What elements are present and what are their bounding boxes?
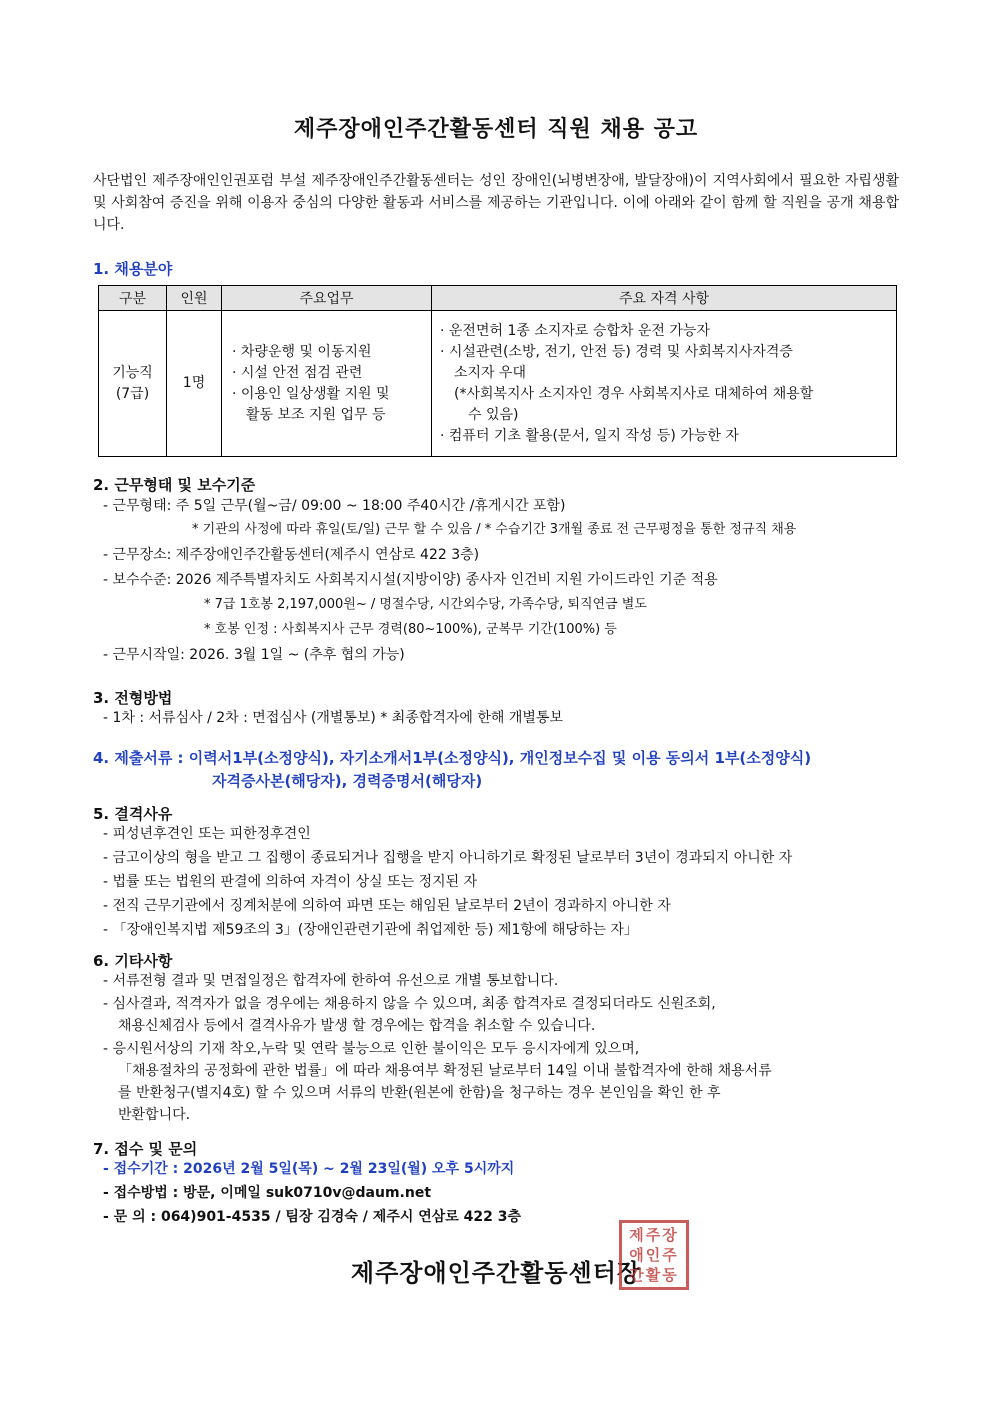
intro-paragraph: 사단법인 제주장애인인권포럼 부설 제주장애인주간활동센터는 성인 장애인(뇌병변장애, 발달장애)이 지역사회에서 필요한 자립생활 및 사회참여 증진을 위해 이용자 중심의 다양한 활동과 서비스를 제공하는 기관입니다. 이에 아래와 같이 함께 할 직원을 공개 채용합니다.: [93, 173, 899, 233]
list-item: - 금고이상의 형을 받고 그 집행이 종료되거나 집행을 받지 아니하기로 확정된 날로부터 3년이 경과되지 아니한 자: [103, 850, 793, 866]
section-7-heading: 7. 접수 및 문의: [93, 1140, 198, 1158]
selection-method: - 1차 : 서류심사 / 2차 : 면접심사 (개별통보) * 최종합격자에 한해 개별통보: [103, 710, 563, 726]
work-type-note: * 기관의 사정에 따라 휴일(토/일) 근무 할 수 있음 / * 수습기간 3개월 종료 전 근무평정을 통한 정규직 채용: [192, 522, 797, 537]
list-item-cont: 「채용절차의 공정화에 관한 법률」에 따라 채용여부 확정된 날로부터 14일 이내 불합격자에 한해 채용서류: [118, 1063, 772, 1079]
list-item: - 「장애인복지법 제59조의 3」(장애인관련기관에 취업제한 등) 제1항에 해당하는 자」: [103, 922, 638, 938]
section-4-documents: 4. 제출서류 : 이력서1부(소정양식), 자기소개서1부(소정양식), 개인정보수집 및 이용 동의서 1부(소정양식): [93, 749, 812, 767]
list-item: - 응시원서상의 기재 착오,누락 및 연락 불능으로 인한 불이익은 모두 응시자에게 있으며,: [103, 1041, 640, 1057]
cell-count: 1명: [167, 311, 222, 457]
duty-item: · 차량운행 및 이동지원: [232, 343, 372, 360]
section-5-heading: 5. 결격사유: [93, 805, 173, 823]
category-grade: (7급): [115, 385, 150, 402]
list-item: - 법률 또는 법원의 판결에 의하여 자격이 상실 또는 정지된 자: [103, 874, 478, 890]
cell-category: [99, 311, 167, 457]
section-6-heading: 6. 기타사항: [93, 952, 173, 970]
salary-note-1: * 7급 1호봉 2,197,000원~ / 명절수당, 시간외수당, 가족수당, 퇴직연금 별도: [204, 597, 647, 612]
list-item: - 서류전형 결과 및 면접일정은 합격자에 한하여 유선으로 개별 통보합니다.: [103, 973, 559, 989]
qual-item: · 운전면허 1종 소지자로 승합차 운전 가능자: [440, 322, 710, 339]
salary-note-2: * 호봉 인정 : 사회복지사 근무 경력(80~100%), 군복무 기간(100%) 등: [204, 622, 617, 637]
contact-info: - 문 의 : 064)901-4535 / 팀장 김경숙 / 제주시 연삼로 422 3층: [103, 1209, 522, 1225]
work-type: - 근무형태: 주 5일 근무(월~금/ 09:00 ~ 18:00 주40시간 /휴게시간 포함): [103, 498, 566, 514]
cell-qualifications: [432, 311, 897, 457]
start-date: - 근무시작일: 2026. 3월 1일 ~ (추후 협의 가능): [103, 647, 405, 663]
cell-duties: [222, 311, 432, 457]
duty-item: · 이용인 일상생활 지원 및: [232, 385, 390, 402]
section-4-documents-cont: 자격증사본(해당자), 경력증명서(해당자): [212, 772, 483, 790]
header-category: 구분: [99, 286, 167, 311]
header-count: 인원: [167, 286, 222, 311]
duty-item: · 시설 안전 점검 관련: [232, 364, 363, 381]
application-period: - 접수기간 : 2026년 2월 5일(목) ~ 2월 23일(월) 오후 5시까지: [103, 1161, 515, 1177]
page-title: 제주장애인주간활동센터 직원 채용 공고: [293, 117, 699, 142]
table-header-row: [99, 286, 897, 311]
qual-item: · 시설관련(소방, 전기, 안전 등) 경력 및 사회복지사자격증: [440, 343, 793, 360]
category-name: 기능직: [112, 364, 153, 381]
list-item: - 피성년후견인 또는 피한정후견인: [103, 826, 311, 842]
list-item-cont: 채용신체검사 등에서 결격사유가 발생 할 경우에는 합격을 취소할 수 있습니다.: [118, 1018, 596, 1034]
header-qualifications: 주요 자격 사항: [432, 286, 897, 311]
qual-item: · 컴퓨터 기초 활용(문서, 일지 작성 등) 가능한 자: [440, 427, 739, 444]
section-2-heading: 2. 근무형태 및 보수기준: [93, 476, 256, 494]
duty-item: 활동 보조 지원 업무 등: [246, 406, 386, 423]
official-seal-stamp: 제주장 애인주 간활동: [619, 1220, 689, 1290]
section-1-heading: 1. 채용분야: [93, 260, 173, 278]
header-duties: 주요업무: [222, 286, 432, 311]
recruitment-table: [98, 285, 897, 457]
application-method: - 접수방법 : 방문, 이메일 suk0710v@daum.net: [103, 1185, 432, 1201]
list-item-cont: 반환합니다.: [118, 1107, 191, 1123]
table-row: [99, 311, 897, 457]
signature: 제주장애인주간활동센터장: [350, 1259, 642, 1287]
qual-item: 수 있음): [468, 406, 519, 423]
list-item: - 심사결과, 적격자가 없을 경우에는 채용하지 않을 수 있으며, 최종 합격자로 결정되더라도 신원조회,: [103, 996, 716, 1012]
salary-standard: - 보수수준: 2026 제주특별자치도 사회복지시설(지방이양) 종사자 인건비 지원 가이드라인 기준 적용: [103, 572, 718, 588]
qual-item: (*사회복지사 소지자인 경우 사회복지사로 대체하여 채용할: [454, 385, 814, 402]
qual-item: 소지자 우대: [454, 364, 527, 381]
list-item: - 전직 근무기관에서 징계처분에 의하여 파면 또는 해임된 날로부터 2년이 경과하지 아니한 자: [103, 898, 671, 914]
section-3-heading: 3. 전형방법: [93, 689, 173, 707]
list-item-cont: 를 반환청구(별지4호) 할 수 있으며 서류의 반환(원본에 한함)을 청구하는 경우 본인임을 확인 한 후: [118, 1085, 721, 1101]
work-place: - 근무장소: 제주장애인주간활동센터(제주시 연삼로 422 3층): [103, 547, 480, 563]
